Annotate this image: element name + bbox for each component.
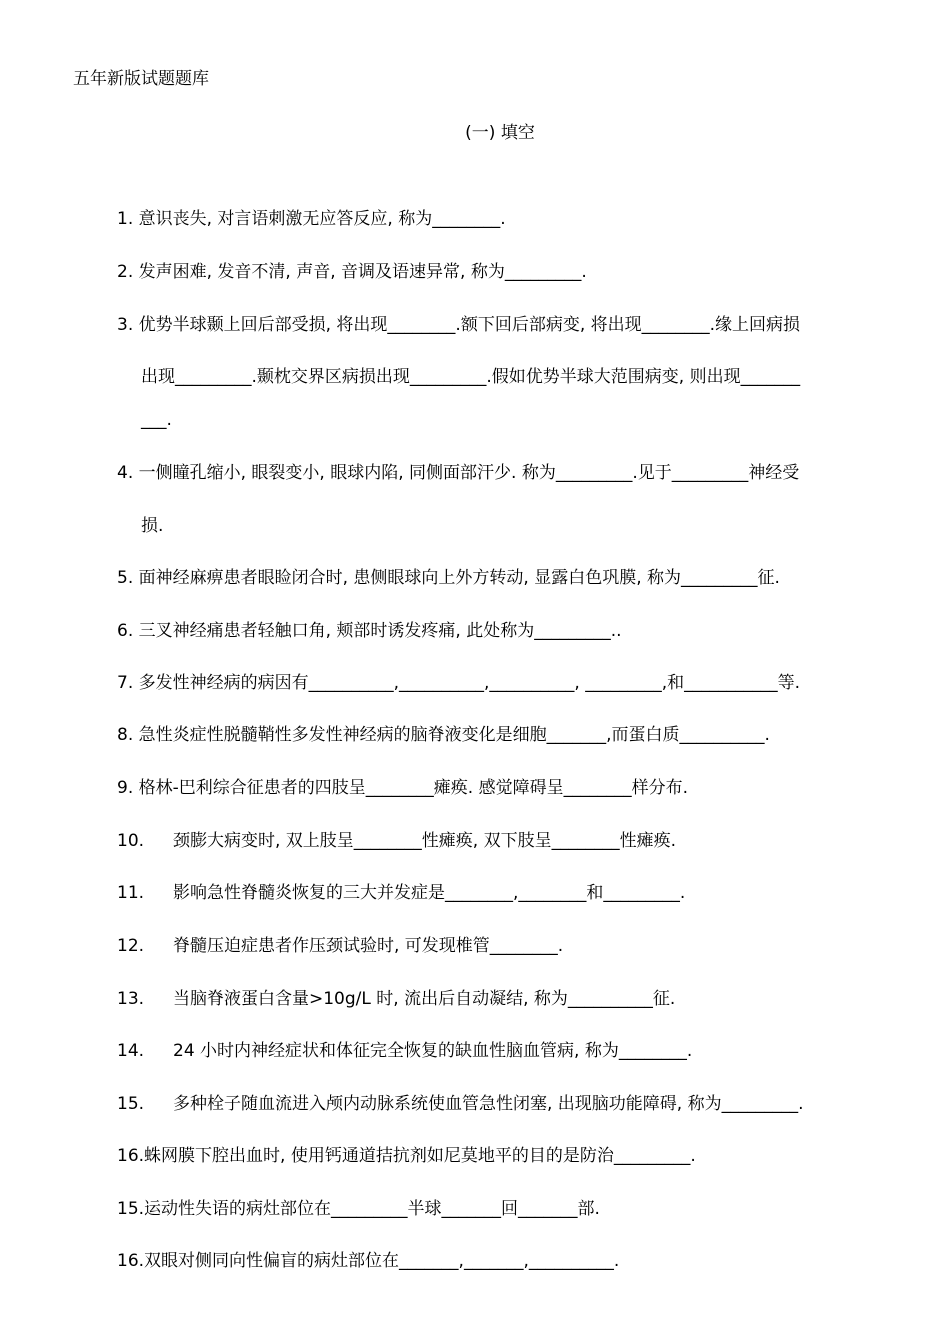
question-body: 颈膨大病变时, 双上肢呈________性瘫痪, 双下肢呈________性瘫痪. — [173, 831, 677, 851]
question-number: 12. — [117, 936, 145, 956]
question-4: 4. 一侧瞳孔缩小, 眼裂变小, 眼球内陷, 同侧面部汗少. 称为_________.见于_________神经受 — [117, 463, 800, 483]
question-17: 15.运动性失语的病灶部位在_________半球_______回_______部. — [117, 1199, 600, 1219]
question-body: 24 小时内神经症状和体征完全恢复的缺血性脑血管病, 称为________. — [173, 1041, 693, 1061]
question-12 — [117, 931, 563, 956]
question-1: 1. 意识丧失, 对言语刺激无应答反应, 称为________. — [117, 209, 506, 229]
question-6: 6. 三叉神经痛患者轻触口角, 颊部时诱发疼痛, 此处称为_________.. — [117, 621, 622, 641]
question-number: 14. — [117, 1041, 145, 1061]
question-14 — [117, 1036, 692, 1061]
question-3-line-2: 出现_________.颞枕交界区病损出现_________.假如优势半球大范围病变, 则出现_______ — [141, 367, 801, 387]
question-number: 11. — [117, 883, 145, 903]
question-number: 10. — [117, 831, 145, 851]
question-body: 脊髓压迫症患者作压颈试验时, 可发现椎管________. — [173, 936, 564, 956]
question-number: 13. — [117, 989, 145, 1009]
question-5: 5. 面神经麻痹患者眼睑闭合时, 患侧眼球向上外方转动, 显露白色巩膜, 称为_________征. — [117, 568, 780, 588]
question-11 — [117, 878, 685, 903]
question-7: 7. 多发性神经病的病因有__________,__________,__________, _________,和___________等. — [117, 673, 801, 693]
question-body: 多种栓子随血流进入颅内动脉系统使血管急性闭塞, 出现脑功能障碍, 称为_________. — [173, 1094, 804, 1114]
question-10 — [117, 826, 676, 851]
question-3-line-3: ___. — [141, 410, 172, 430]
question-4-line-2: 损. — [141, 516, 164, 536]
question-9: 9. 格林-巴利综合征患者的四肢呈________瘫痪. 感觉障碍呈________样分布. — [117, 778, 688, 798]
question-15 — [117, 1089, 804, 1114]
question-13 — [117, 984, 675, 1009]
question-body: 影响急性脊髓炎恢复的三大并发症是________,________和_________. — [173, 883, 686, 903]
question-number: 15. — [117, 1094, 145, 1114]
document-header: 五年新版试题题库 — [73, 69, 209, 89]
question-2: 2. 发声困难, 发音不清, 声音, 音调及语速异常, 称为_________. — [117, 262, 587, 282]
question-body: 当脑脊液蛋白含量>10g/L 时, 流出后自动凝结, 称为__________征. — [173, 989, 676, 1009]
question-8: 8. 急性炎症性脱髓鞘性多发性神经病的脑脊液变化是细胞_______,而蛋白质__________. — [117, 725, 770, 745]
question-18: 16.双眼对侧同向性偏盲的病灶部位在_______,_______,__________. — [117, 1251, 620, 1271]
question-3: 3. 优势半球颞上回后部受损, 将出现________.额下回后部病变, 将出现________.缘上回病损 — [117, 315, 801, 335]
question-16: 16.蛛网膜下腔出血时, 使用钙通道拮抗剂如尼莫地平的目的是防治_________. — [117, 1146, 696, 1166]
section-title: (一) 填空 — [465, 123, 535, 143]
